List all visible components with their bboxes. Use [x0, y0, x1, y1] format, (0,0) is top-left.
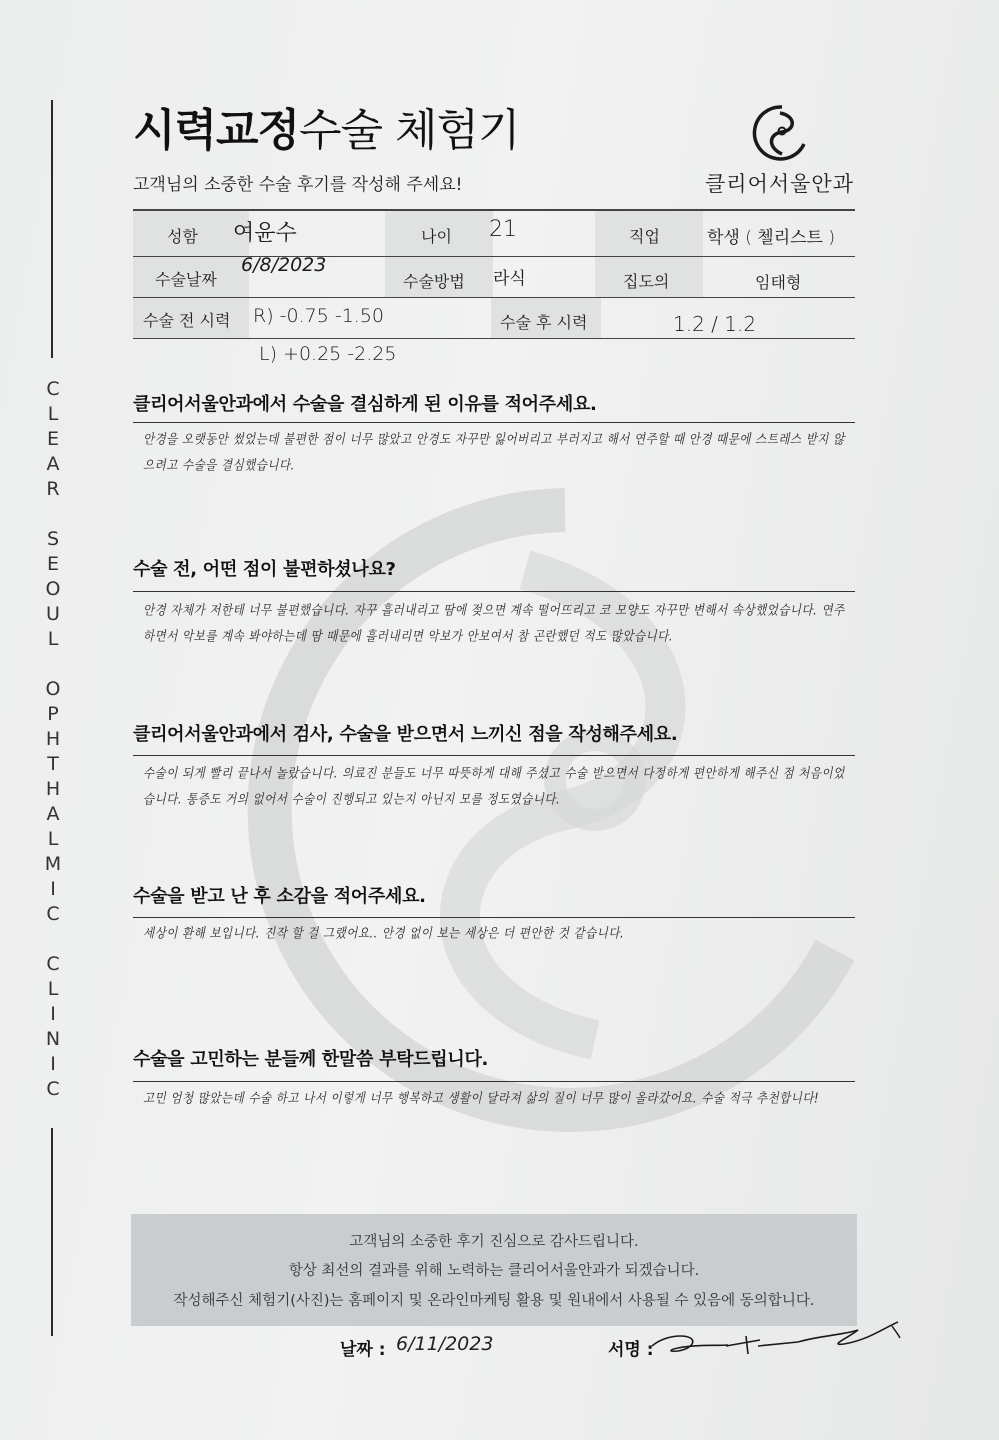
question-1-title: 클리어서울안과에서 수술을 결심하게 된 이유를 적어주세요.: [133, 394, 597, 415]
consent-box: [131, 1214, 857, 1326]
question-5: [133, 1045, 855, 1106]
post-vision-label: 수술 후 시력: [500, 313, 588, 332]
side-clinic-name: CLEAR SEOUL OPHTHALMIC CLINIC: [42, 378, 64, 1103]
title-light: 수술 체험기: [299, 105, 520, 156]
post-vision-value: 1.2 / 1.2: [673, 312, 757, 336]
question-1-answer: 안경을 오랫동안 썼었는데 불편한 점이 너무 많았고 안경도 자꾸만 잃어버리고 부러지고 해서 연주할 때 안경 때문에 스트레스 받지 않으려고 수술을 결심했습니다.: [143, 430, 845, 474]
question-2-title: 수술 전, 어떤 점이 불편하셨나요?: [133, 559, 396, 580]
question-5-title: 수술을 고민하는 분들께 한말씀 부탁드립니다.: [133, 1049, 489, 1070]
question-4-title: 수술을 받고 난 후 소감을 적어주세요.: [133, 886, 426, 907]
question-4: [133, 882, 855, 941]
surgery-method-label: 수술방법: [403, 272, 465, 291]
consent-line-3: 작성해주신 체험기(사진)는 홈페이지 및 온라인마케팅 활용 및 원내에서 사용될 수 있음에 동의합니다.: [173, 1293, 815, 1309]
question-1: [133, 390, 855, 474]
signature-label: 서명 :: [608, 1340, 654, 1360]
page-subtitle: 고객님의 소중한 수술 후기를 작성해 주세요!: [133, 175, 463, 195]
clinic-logo-icon: [752, 104, 808, 164]
question-3: [133, 720, 855, 808]
question-4-answer: 세상이 환해 보입니다. 진작 할 걸 그랬어요.. 안경 없이 보는 세상은 더 편안한 것 같습니다.: [143, 924, 625, 941]
surgery-method-value: 라식: [493, 269, 526, 289]
question-3-answer: 수술이 되게 빨리 끝나서 놀랐습니다. 의료진 분들도 너무 따뜻하게 대해 주셨고 수술 받으면서 다정하게 편안하게 해주신 점 처음이었습니다. 통증도 거의 없어서 수술이 진행되고 있는지 아닌지 모를 정도였습니다.: [143, 764, 845, 808]
job-label: 직업: [629, 227, 660, 246]
pre-vision-left: L) +0.25 -2.25: [259, 343, 397, 365]
surgery-date-value: 6/8/2023: [241, 254, 327, 276]
question-3-title: 클리어서울안과에서 검사, 수술을 받으면서 느끼신 점을 작성해주세요.: [133, 724, 678, 745]
page-title: [133, 94, 520, 158]
pre-vision-right: R) -0.75 -1.50: [253, 305, 385, 327]
surgeon-value: 임태형: [755, 273, 802, 292]
surgeon-label: 집도의: [623, 272, 670, 291]
job-value: 학생 ( 첼리스트 ): [707, 228, 836, 248]
name-value: 여윤수: [233, 221, 297, 246]
watermark-logo: [235, 480, 895, 1180]
clinic-logo-text: 클리어서울안과: [705, 172, 855, 196]
age-label: 나이: [421, 227, 452, 246]
date-value: 6/11/2023: [396, 1333, 494, 1355]
side-rule-bottom: [51, 1128, 53, 1336]
signature-mark: [648, 1312, 908, 1372]
pre-vision-label: 수술 전 시력: [143, 311, 231, 330]
title-bold: 시력교정: [133, 105, 300, 156]
consent-line-1: 고객님의 소중한 후기 진심으로 감사드립니다.: [349, 1234, 639, 1250]
question-2: [133, 555, 855, 645]
question-5-answer: 고민 엄청 많았는데 수술 하고 나서 이렇게 너무 행복하고 생활이 달라져 삶의 질이 너무 많이 올라갔어요. 수술 적극 추천합니다!: [143, 1089, 820, 1106]
question-2-answer: 안경 자체가 저한테 너무 불편했습니다. 자꾸 흘러내리고 땀에 젖으면 계속 떨어뜨리고 코 모양도 자꾸만 변해서 속상했었습니다. 연주 하면서 악보를 계속 봐야하는데 땀 때문에 흘러내리면 악보가 안보여서 참 곤란했던 적도 많았습니다.: [143, 601, 845, 645]
consent-line-2: 항상 최선의 결과를 위해 노력하는 클리어서울안과가 되겠습니다.: [288, 1263, 700, 1279]
name-label: 성함: [167, 227, 198, 246]
date-label: 날짜 :: [340, 1340, 386, 1360]
age-value: 21: [489, 217, 517, 242]
surgery-date-label: 수술날짜: [155, 270, 217, 289]
side-rule-top: [51, 100, 53, 358]
